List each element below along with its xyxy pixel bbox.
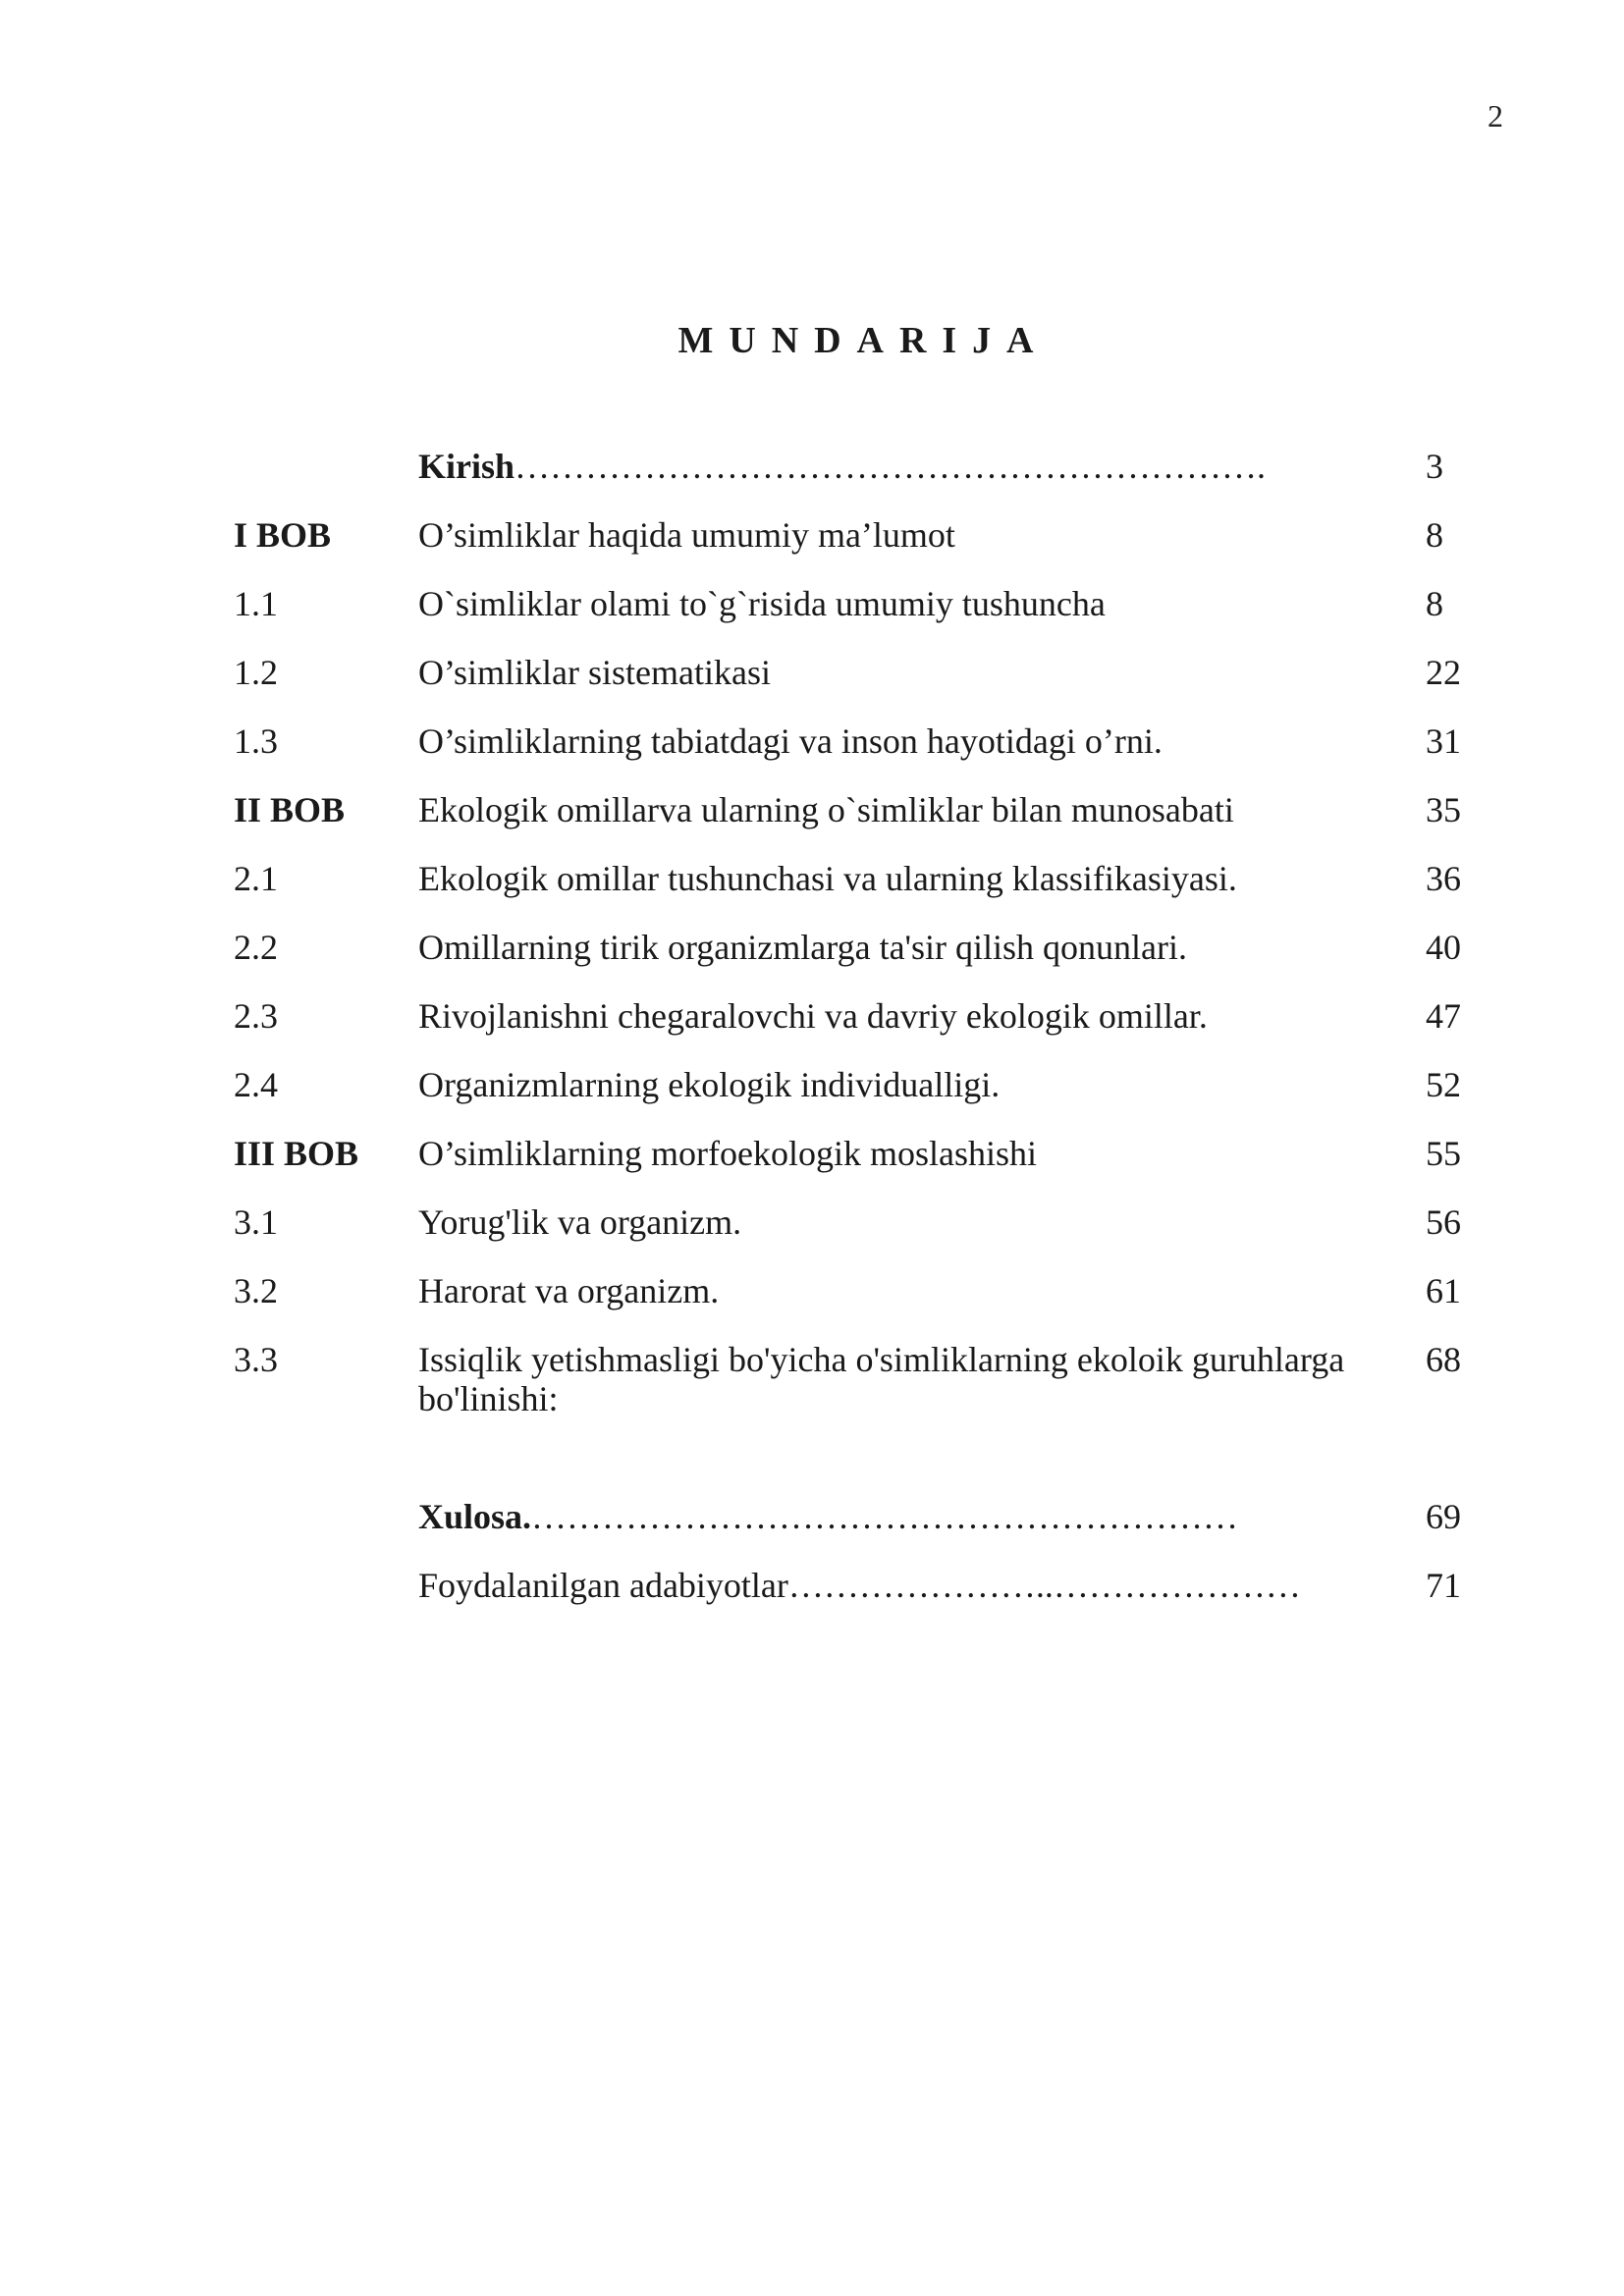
toc-entry-2-1 (234, 859, 1471, 928)
toc-entry-3-2 (234, 1271, 1471, 1340)
toc-entry-title (418, 447, 1420, 486)
toc-entry-title: O’simliklar sistematikasi (418, 653, 771, 692)
toc-entry-3-1 (234, 1202, 1471, 1271)
toc-entry-page: 8 (1426, 584, 1443, 623)
toc-entry-page: 52 (1426, 1065, 1461, 1104)
toc-entry-2-4 (234, 1065, 1471, 1134)
toc-entry-label: 2.2 (234, 928, 278, 967)
dot-leader: …………………..………………… (787, 1566, 1301, 1605)
toc-entry-chapter-1 (234, 515, 1471, 584)
toc-entry-page: 31 (1426, 721, 1461, 761)
toc-entry-title-text: Xulosa. (418, 1497, 532, 1536)
dot-leader: …………………………………………………… (531, 1497, 1239, 1536)
toc-entry-label: 3.2 (234, 1271, 278, 1310)
toc-entry-1-3 (234, 721, 1471, 790)
toc-entry-xulosa (234, 1497, 1471, 1566)
toc-entry-page: 36 (1426, 859, 1461, 898)
toc-entry-title: Ekologik omillarva ularning o`simliklar bilan munosabati (418, 790, 1234, 829)
toc-entry-page: 22 (1426, 653, 1461, 692)
toc-entry-page: 3 (1426, 447, 1443, 486)
toc-entry-2-2 (234, 928, 1471, 996)
toc-entry-title-text: Foydalanilgan adabiyotlar (418, 1566, 788, 1605)
toc-entry-label: III BOB (234, 1134, 359, 1173)
toc-entry-title: O`simliklar olami to`g`risida umumiy tushuncha (418, 584, 1106, 623)
toc-entry-title: Organizmlarning ekologik individualligi. (418, 1065, 1001, 1104)
toc-entry-label: 2.3 (234, 996, 278, 1036)
toc-entry-2-3 (234, 996, 1471, 1065)
toc-entry-chapter-3 (234, 1134, 1471, 1202)
toc-entry-3-3 (234, 1340, 1471, 1468)
table-of-contents (234, 447, 1471, 1634)
toc-entry-page: 68 (1426, 1340, 1461, 1379)
toc-entry-label: 1.3 (234, 721, 278, 761)
toc-entry-title: Rivojlanishni chegaralovchi va davriy ekologik omillar. (418, 996, 1208, 1036)
toc-entry-page: 61 (1426, 1271, 1461, 1310)
toc-entry-title: Harorat va organizm. (418, 1271, 720, 1310)
toc-entry-page: 47 (1426, 996, 1461, 1036)
toc-entry-page: 8 (1426, 515, 1443, 555)
page-title: MUNDARIJA (677, 320, 1050, 361)
toc-entry-title-text: Kirish (418, 447, 515, 486)
toc-entry-adabiyotlar (234, 1566, 1471, 1634)
toc-entry-title: Yorug'lik va organizm. (418, 1202, 742, 1242)
toc-entry-label: 1.2 (234, 653, 278, 692)
toc-entry-1-1 (234, 584, 1471, 653)
toc-entry-label: I BOB (234, 515, 332, 555)
page-number: 2 (1488, 98, 1503, 133)
toc-entry-title: Ekologik omillar tushunchasi va ularning klassifikasiyasi. (418, 859, 1237, 898)
toc-entry-page: 55 (1426, 1134, 1461, 1173)
toc-entry-label: 2.4 (234, 1065, 278, 1104)
toc-entry-title: O’simliklar haqida umumiy ma’lumot (418, 515, 955, 555)
toc-entry-kirish (234, 447, 1471, 515)
toc-entry-page: 56 (1426, 1202, 1461, 1242)
toc-entry-title: O’simliklarning tabiatdagi va inson hayotidagi o’rni. (418, 721, 1163, 761)
toc-entry-title (418, 1497, 1420, 1536)
toc-entry-label: 1.1 (234, 584, 278, 623)
toc-entry-label: II BOB (234, 790, 346, 829)
toc-entry-page: 71 (1426, 1566, 1461, 1605)
dot-leader: ………………………………………………………. (514, 447, 1267, 486)
toc-entry-page: 69 (1426, 1497, 1461, 1536)
toc-entry-label: 3.3 (234, 1340, 278, 1379)
toc-entry-title: Issiqlik yetishmasligi bo'yicha o'simliklarning ekoloik guruhlarga bo'linishi: (418, 1340, 1345, 1418)
toc-entry-label: 3.1 (234, 1202, 278, 1242)
toc-entry-page: 35 (1426, 790, 1461, 829)
toc-entry-label: 2.1 (234, 859, 278, 898)
toc-entry-1-2 (234, 653, 1471, 721)
toc-entry-title: O’simliklarning morfoekologik moslashishi (418, 1134, 1037, 1173)
toc-entry-title: Omillarning tirik organizmlarga ta'sir qilish qonunlari. (418, 928, 1188, 967)
toc-entry-title (418, 1566, 1420, 1605)
toc-entry-page: 40 (1426, 928, 1461, 967)
toc-entry-chapter-2 (234, 790, 1471, 859)
